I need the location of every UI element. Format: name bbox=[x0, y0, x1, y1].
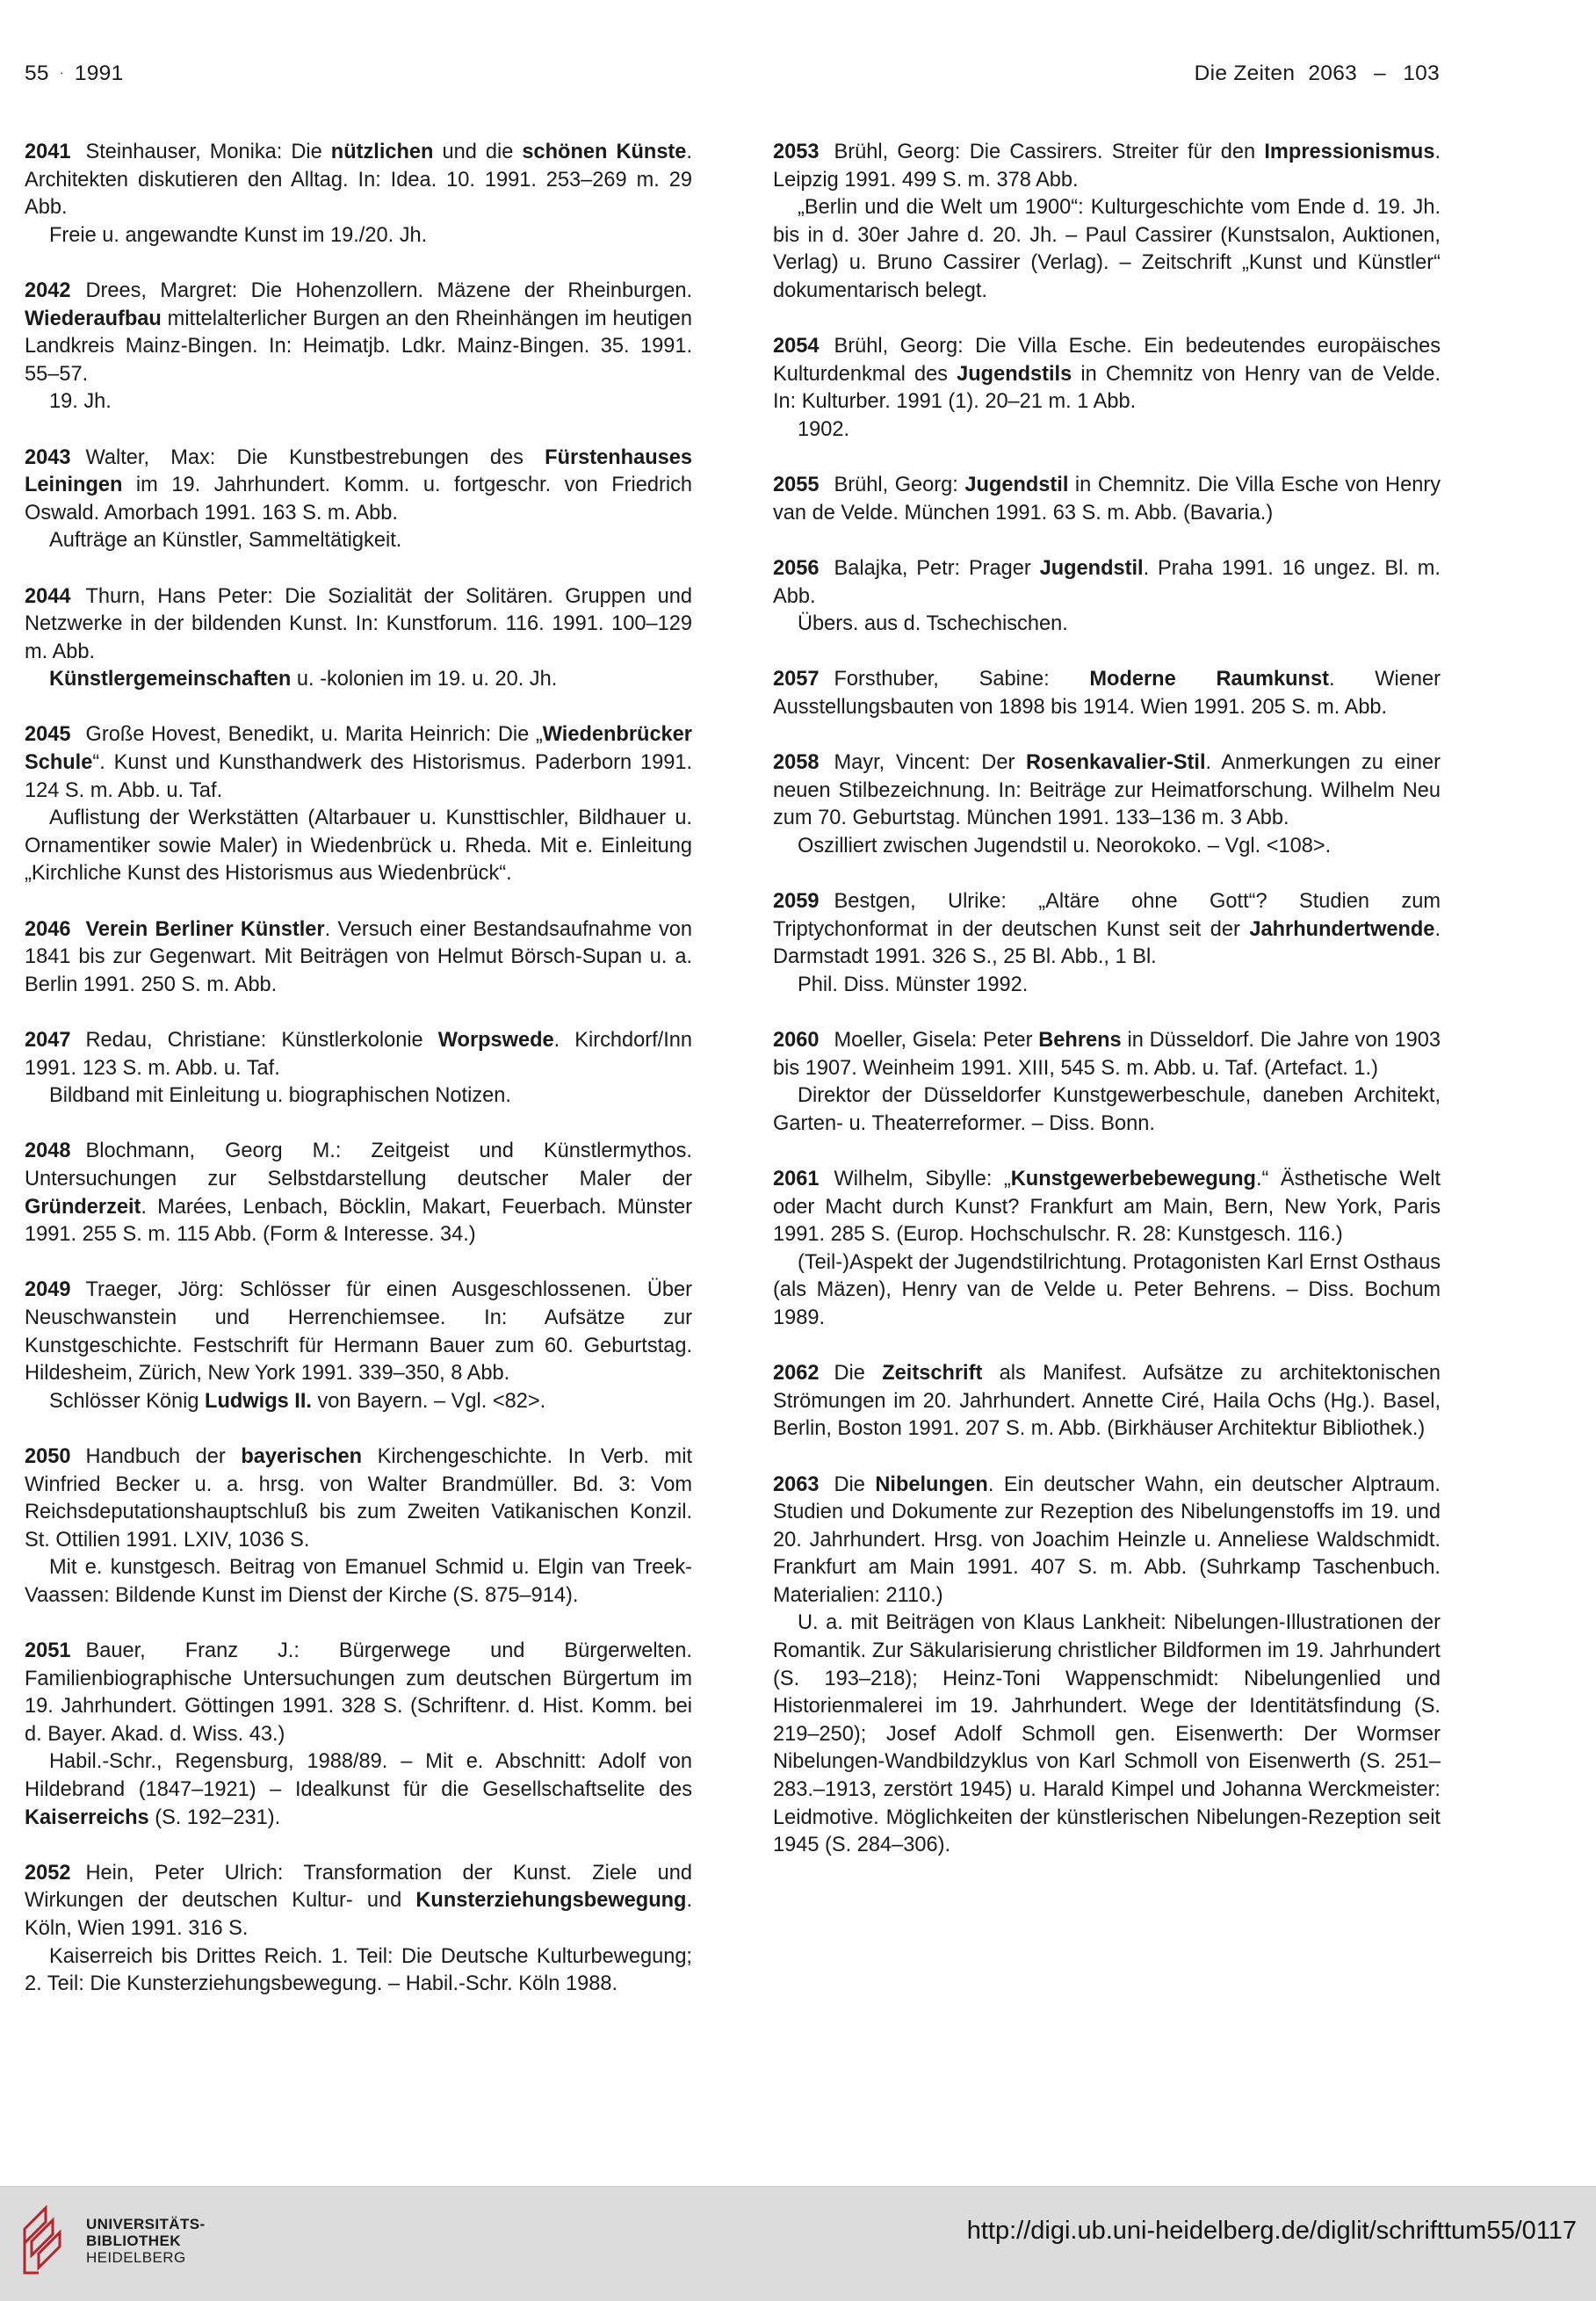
bibliography-entry bbox=[25, 583, 692, 694]
citation-text: Die bbox=[834, 1362, 883, 1386]
annotation-text: (Teil-)Aspekt der Jugendstilrichtung. Protagonisten Karl Ernst Osthaus (als Mäzen), Henry van de Velde u. Peter Behrens. – Diss. Bochum 1989. bbox=[773, 1250, 1441, 1329]
entry-annotation bbox=[25, 527, 692, 555]
citation-text: .“ Ästhetische Welt oder Macht durch Kunst? Frankfurt am Main, Bern, New York, Paris 1991. 285 S. (Europ. Hochschulschr. R. 28: Kunstgesch. 116.) bbox=[773, 1167, 1441, 1247]
annotation-text: (S. 192–231). bbox=[148, 1805, 281, 1829]
entry-citation bbox=[773, 888, 1441, 972]
entry-citation bbox=[25, 1027, 692, 1082]
keyword-bold: Verein Berliner Künstler bbox=[85, 917, 325, 941]
citation-text: mittelalterlicher Burgen an den Rheinhängen im heutigen Landkreis Mainz-Bingen. In: Heimatjb. Ldkr. Mainz-Bingen. 35. 1991. 55–57. bbox=[25, 307, 692, 386]
bibliography-entry bbox=[773, 749, 1441, 860]
bibliography-entry bbox=[25, 1138, 692, 1248]
library-logo-icon bbox=[19, 2203, 76, 2278]
keyword-bold: Gründerzeit bbox=[25, 1195, 141, 1219]
keyword-bold: Behrens bbox=[1038, 1029, 1122, 1052]
library-name bbox=[86, 2216, 206, 2266]
keyword-bold: Kunsterziehungsbewegung bbox=[415, 1889, 687, 1913]
entry-annotation bbox=[773, 194, 1441, 305]
entry-annotation bbox=[773, 1249, 1441, 1333]
entry-citation bbox=[25, 1277, 692, 1387]
entry-annotation bbox=[25, 1748, 692, 1832]
bibliography-entry bbox=[773, 888, 1441, 999]
citation-text: Moeller, Gisela: Peter bbox=[834, 1029, 1039, 1052]
entry-annotation bbox=[25, 222, 692, 250]
citation-text: . Marées, Lenbach, Böcklin, Makart, Feuerbach. Münster 1991. 255 S. m. 115 Abb. (Form & Interesse. 34.) bbox=[25, 1195, 692, 1247]
bibliography-entry bbox=[25, 445, 692, 555]
keyword-bold: Fürstenhauses Leiningen bbox=[25, 445, 692, 497]
entry-citation bbox=[773, 666, 1441, 721]
citation-text: Redau, Christiane: Künstlerkolonie bbox=[85, 1029, 438, 1052]
footer-bar bbox=[0, 2186, 1596, 2301]
entry-number: 2062 bbox=[773, 1362, 820, 1386]
bibliography-entry bbox=[25, 721, 692, 888]
entry-citation bbox=[773, 139, 1441, 194]
bibliography-entry bbox=[25, 1860, 692, 1999]
entry-number: 2052 bbox=[25, 1861, 71, 1885]
right-column bbox=[773, 139, 1441, 1887]
entry-citation bbox=[25, 1860, 692, 1943]
bibliography-entry bbox=[25, 1277, 692, 1415]
entry-number: 2045 bbox=[25, 723, 71, 747]
citation-text: Traeger, Jörg: Schlösser für einen Ausgeschlossenen. Über Neuschwanstein und Herrenchiemsee. In: Aufsätze zur Kunstgeschichte. Festschrift für Hermann Bauer zum 60. Geburtstag. Hildesheim, Zürich, New York 1991. 339–350, 8 Abb. bbox=[25, 1278, 692, 1386]
citation-text: . Wiener Ausstellungsbauten von 1898 bis 1914. Wien 1991. 205 S. m. Abb. bbox=[773, 668, 1441, 719]
citation-text: Thurn, Hans Peter: Die Sozialität der Solitären. Gruppen und Netzwerke in der bildenden Kunst. In: Kunstforum. 116. 1991. 100–129 m. Abb. bbox=[25, 584, 692, 663]
entry-citation bbox=[773, 333, 1441, 416]
annotation-text: Aufträge an Künstler, Sammeltätigkeit. bbox=[49, 529, 402, 553]
library-name-line1: UNIVERSITÄTS- bbox=[86, 2215, 206, 2232]
entry-range: 2063 bbox=[1308, 62, 1358, 85]
annotation-text: Bildband mit Einleitung u. biographischen Notizen. bbox=[49, 1084, 511, 1108]
bibliography-entry bbox=[773, 1472, 1441, 1860]
keyword-bold: Moderne Raumkunst bbox=[1089, 668, 1329, 691]
entry-citation bbox=[25, 445, 692, 528]
entry-annotation bbox=[773, 611, 1441, 639]
entry-citation bbox=[773, 1166, 1441, 1249]
entry-number: 2063 bbox=[773, 1472, 820, 1496]
citation-text: Steinhauser, Monika: Die bbox=[85, 141, 331, 163]
keyword-bold: Nibelungen bbox=[875, 1472, 988, 1496]
entry-annotation bbox=[773, 833, 1441, 861]
entry-annotation bbox=[25, 1388, 692, 1416]
bibliography-entry bbox=[25, 1027, 692, 1111]
citation-text: . Kirchdorf/Inn 1991. 123 S. m. Abb. u. Taf. bbox=[25, 1029, 692, 1080]
keyword-bold: Jugendstils bbox=[957, 362, 1072, 386]
entry-annotation bbox=[773, 416, 1441, 445]
keyword-bold: nützlichen bbox=[330, 141, 434, 163]
keyword-bold: Kunstgewerbebewegung bbox=[1010, 1167, 1256, 1190]
entry-number: 2042 bbox=[25, 279, 71, 302]
citation-text: in Chemnitz. Die Villa Esche von Henry van de Velde. München 1991. 63 S. m. Abb. (Bavaria.) bbox=[773, 474, 1441, 525]
citation-text: . Versuch einer Bestandsaufnahme von 1841 bis zur Gegenwart. Mit Beiträgen von Helmut Börsch-Supan u. a. Berlin 1991. 250 S. m. Abb. bbox=[25, 917, 692, 996]
citation-text: . Architekten diskutieren den Alltag. In: Idea. 10. 1991. 253–269 m. 29 Abb. bbox=[25, 141, 692, 220]
citation-text: Walter, Max: Die Kunstbestrebungen des bbox=[85, 445, 545, 469]
bibliography-entry bbox=[25, 1444, 692, 1610]
entry-citation bbox=[25, 1138, 692, 1248]
citation-text: Handbuch der bbox=[85, 1444, 242, 1468]
annotation-text: von Bayern. – Vgl. <82>. bbox=[311, 1389, 546, 1413]
annotation-text: 19. Jh. bbox=[49, 390, 112, 414]
entry-number: 2057 bbox=[773, 668, 820, 691]
citation-text: . Leipzig 1991. 499 S. m. 378 Abb. bbox=[773, 141, 1441, 192]
entry-number: 2050 bbox=[25, 1444, 71, 1468]
entry-number: 2053 bbox=[773, 141, 820, 163]
library-logo[interactable] bbox=[19, 2203, 206, 2278]
entry-citation bbox=[25, 278, 692, 388]
keyword-bold: Zeitschrift bbox=[882, 1362, 983, 1386]
annotation-text: Mit e. kunstgesch. Beitrag von Emanuel Schmid u. Elgin van Treek-Vaassen: Bildende Kunst im Dienst der Kirche (S. 875–914). bbox=[25, 1556, 692, 1607]
annotation-text: Auflistung der Werkstätten (Altarbauer u. Kunsttischler, Bildhauer u. Ornamentiker sowie Maler) in Wiedenbrück u. Rheda. Mit e. Einleitung „Kirchliche Kunst des Historismus aus Wiedenbrück“. bbox=[25, 807, 692, 886]
entry-annotation bbox=[25, 1943, 692, 1999]
citation-text: in Düsseldorf. Die Jahre von 1903 bis 1907. Weinheim 1991. XIII, 545 S. m. Abb. u. Taf. (Artefact. 1.) bbox=[773, 1029, 1441, 1080]
citation-text: als Manifest. Aufsätze zu architektonischen Strömungen im 20. Jahrhundert. Annette Ciré, Haila Ochs (Hg.). Basel, Berlin, Boston 1991. 207 S. m. Abb. (Birkhäuser Architektur Bibliothek.) bbox=[773, 1362, 1441, 1441]
citation-text: Bestgen, Ulrike: „Altäre ohne Gott“? Studien zum Triptychonformat in der deutschen Kunst seit der bbox=[773, 890, 1441, 941]
running-head-right bbox=[1195, 62, 1440, 86]
entry-number: 2046 bbox=[25, 917, 71, 941]
entry-number: 2055 bbox=[773, 474, 820, 497]
entry-citation bbox=[25, 583, 692, 667]
citation-text: Drees, Margret: Die Hohenzollern. Mäzene der Rheinburgen. bbox=[85, 279, 692, 302]
annotation-text: Übers. aus d. Tschechischen. bbox=[798, 612, 1068, 636]
citation-text: Forsthuber, Sabine: bbox=[834, 668, 1090, 691]
keyword-bold: Rosenkavalier-Stil bbox=[1025, 751, 1206, 775]
keyword-bold: Ludwigs II. bbox=[205, 1389, 312, 1413]
entry-number: 2048 bbox=[25, 1140, 71, 1163]
bibliography-entry bbox=[25, 1638, 692, 1832]
entry-number: 2059 bbox=[773, 890, 820, 914]
entry-annotation bbox=[25, 388, 692, 416]
running-head-left bbox=[25, 62, 124, 86]
entry-citation bbox=[25, 139, 692, 222]
bibliography-entry bbox=[773, 1360, 1441, 1444]
annotation-text: Freie u. angewandte Kunst im 19./20. Jh. bbox=[49, 223, 428, 247]
keyword-bold: bayerischen bbox=[241, 1444, 363, 1468]
keyword-bold: Wiedenbrücker Schule bbox=[25, 723, 692, 775]
keyword-bold: Jahrhundertwende bbox=[1249, 917, 1435, 941]
bibliography-entry bbox=[25, 278, 692, 416]
entry-annotation bbox=[25, 1082, 692, 1111]
bibliography-entry bbox=[25, 139, 692, 250]
entry-number: 2047 bbox=[25, 1029, 71, 1052]
citation-text: . Darmstadt 1991. 326 S., 25 Bl. Abb., 1 Bl. bbox=[773, 917, 1441, 969]
citation-text: Bauer, Franz J.: Bürgerwege und Bürgerwelten. Familienbiographische Untersuchungen zum deutschen Bürgertum im 19. Jahrhundert. Göttingen 1991. 328 S. (Schriftenr. d. Hist. Komm. bei d. Bayer. Akad. d. Wiss. 43.) bbox=[25, 1639, 692, 1746]
source-url-link[interactable]: http://digi.ub.uni-heidelberg.de/diglit/schrifttum55/0117 bbox=[966, 2217, 1577, 2245]
entry-citation bbox=[25, 1444, 692, 1554]
annotation-text: U. a. mit Beiträgen von Klaus Lankheit: Nibelungen-Illustrationen der Romantik. Zur Säkularisierung christlicher Bildformen im 19. Jahrhundert (S. 193–218); Heinz-Toni Wappenschmidt: Nibelungenlied und Historienmalerei im 19. Jahrhundert. Wege der Identitätsfindung (S. 219–250); Josef Adolf Schmoll gen. Eisenwerth: Der Wormser Nibelungen-Wandbildzyklus von Karl Schmoll von Eisenwerth (S. 251–283.–1913, zerstört 1945) u. Harald Kimpel und Johanna Werckmeister: Leidmotive. Möglichkeiten der künstlerischen Nibelungen-Rezeption seit 1945 (S. 284–306). bbox=[773, 1611, 1441, 1857]
page-number: 103 bbox=[1403, 62, 1440, 85]
entry-citation bbox=[25, 1638, 692, 1748]
library-name-line2: BIBLIOTHEK bbox=[86, 2232, 181, 2249]
citation-text: “. Kunst und Kunsthandwerk des Historismus. Paderborn 1991. 124 S. m. Abb. u. Taf. bbox=[25, 751, 692, 802]
citation-text: . Köln, Wien 1991. 316 S. bbox=[25, 1889, 692, 1940]
citation-text: Balajka, Petr: Prager bbox=[834, 556, 1040, 580]
entry-annotation bbox=[25, 805, 692, 888]
annotation-text: 1902. bbox=[798, 417, 850, 441]
separator-dot: · bbox=[59, 65, 64, 79]
keyword-bold: schönen Künste bbox=[522, 141, 687, 163]
citation-text: Wilhelm, Sibylle: „ bbox=[834, 1167, 1011, 1190]
left-column bbox=[25, 139, 692, 2026]
bibliography-entry bbox=[773, 1166, 1441, 1333]
citation-text: . Ein deutscher Wahn, ein deutscher Alptraum. Studien und Dokumente zur Rezeption des Nibelungenstoffs im 19. und 20. Jahrhundert. Hrsg. von Joachim Heinzle u. Anneliese Waldschmidt. Frankfurt am Main 1991. 407 S. m. Abb. (Suhrkamp Taschenbuch. Materialien: 2110.) bbox=[773, 1472, 1441, 1607]
entry-annotation bbox=[25, 666, 692, 694]
bibliography-entry bbox=[773, 1027, 1441, 1138]
annotation-text: Habil.-Schr., Regensburg, 1988/89. – Mit e. Abschnitt: Adolf von Hildebrand (1847–1921) – Idealkunst für die Gesellschaftselite des bbox=[25, 1750, 692, 1802]
range-dash: – bbox=[1374, 62, 1387, 85]
entry-annotation bbox=[773, 1082, 1441, 1138]
keyword-bold: Jugendstil bbox=[1039, 556, 1144, 580]
entry-number: 2051 bbox=[25, 1639, 71, 1663]
citation-text: in Chemnitz von Henry van de Velde. In: Kulturber. 1991 (1). 20–21 m. 1 Abb. bbox=[773, 362, 1441, 414]
entry-citation bbox=[773, 1027, 1441, 1082]
entry-number: 2060 bbox=[773, 1029, 820, 1052]
annotation-text: Oszilliert zwischen Jugendstil u. Neorokoko. – Vgl. <108>. bbox=[798, 834, 1332, 857]
entry-annotation bbox=[25, 1554, 692, 1610]
running-head bbox=[25, 62, 1440, 86]
entry-citation bbox=[25, 721, 692, 805]
citation-text: im 19. Jahrhundert. Komm. u. fortgeschr. von Friedrich Oswald. Amorbach 1991. 163 S. m. Abb. bbox=[25, 474, 692, 525]
entry-number: 2043 bbox=[25, 445, 71, 469]
entry-citation bbox=[773, 1360, 1441, 1444]
entry-citation bbox=[773, 1472, 1441, 1610]
citation-text: Große Hovest, Benedikt, u. Marita Heinrich: Die „ bbox=[85, 723, 543, 747]
entry-number: 2044 bbox=[25, 584, 71, 608]
annotation-text: „Berlin und die Welt um 1900“: Kulturgeschichte vom Ende d. 19. Jh. bis in d. 30er Jahre d. 20. Jh. – Paul Cassirer (Kunstsalon, Auktionen, Verlag) u. Bruno Cassirer (Verlag). – Zeitschrift „Kunst und Künstler“ dokumentarisch belegt. bbox=[773, 196, 1441, 302]
keyword-bold: Jugendstil bbox=[964, 474, 1069, 497]
keyword-bold: Künstlergemeinschaften bbox=[49, 668, 292, 691]
bibliography-entry bbox=[773, 555, 1441, 639]
bibliography-entry bbox=[773, 333, 1441, 444]
entry-annotation bbox=[773, 1610, 1441, 1859]
citation-text: und die bbox=[433, 141, 523, 163]
citation-text: Blochmann, Georg M.: Zeitgeist und Künstlermythos. Untersuchungen zur Selbstdarstellung deutscher Maler der bbox=[25, 1140, 692, 1190]
citation-text: Kirchengeschichte. In Verb. mit Winfried Becker u. a. hrsg. von Walter Brandmüller. Bd. 3: Vom Reichsdeputationshauptschluß bis zum Zweiten Vatikanischen Konzil. St. Ottilien 1991. LXIV, 1036 S. bbox=[25, 1444, 693, 1552]
citation-text: Brühl, Georg: Die Villa Esche. Ein bedeutendes europäisches Kulturdenkmal des bbox=[773, 335, 1441, 386]
section-title: Die Zeiten bbox=[1194, 62, 1296, 85]
citation-text: Brühl, Georg: Die Cassirers. Streiter für den bbox=[834, 141, 1265, 163]
entry-number: 2056 bbox=[773, 556, 820, 580]
entry-citation bbox=[773, 472, 1441, 527]
keyword-bold: Wiederaufbau bbox=[25, 307, 162, 330]
citation-text: . Praha 1991. 16 ungez. Bl. m. Abb. bbox=[773, 556, 1441, 608]
page-year: 1991 bbox=[74, 62, 124, 85]
bibliography-entry bbox=[773, 666, 1441, 721]
entry-citation bbox=[25, 916, 692, 1000]
library-name-line3: HEIDELBERG bbox=[86, 2248, 186, 2266]
bibliography-entry bbox=[25, 916, 692, 1000]
citation-text: Brühl, Georg: bbox=[834, 474, 965, 497]
citation-text: Mayr, Vincent: Der bbox=[834, 751, 1026, 775]
entry-citation bbox=[773, 555, 1441, 611]
bibliography-entry bbox=[773, 139, 1441, 306]
citation-text: . Anmerkungen zu einer neuen Stilbezeichnung. In: Beiträge zur Heimatforschung. Wilhelm Neu zum 70. Geburtstag. München 1991. 133–136 m. 3 Abb. bbox=[773, 751, 1441, 830]
annotation-text: Schlösser König bbox=[49, 1389, 206, 1413]
annotation-text: Direktor der Düsseldorfer Kunstgewerbeschule, daneben Architekt, Garten- u. Theaterreformer. – Diss. Bonn. bbox=[773, 1084, 1441, 1135]
entry-annotation bbox=[773, 972, 1441, 1000]
entry-number: 2054 bbox=[773, 335, 820, 358]
citation-text: Hein, Peter Ulrich: Transformation der Kunst. Ziele und Wirkungen der deutschen Kultur- und bbox=[25, 1861, 692, 1913]
keyword-bold: Impressionismus bbox=[1264, 141, 1435, 163]
annotation-text: Phil. Diss. Münster 1992. bbox=[798, 973, 1029, 996]
page-volume: 55 bbox=[25, 62, 49, 85]
annotation-text: Kaiserreich bis Drittes Reich. 1. Teil: Die Deutsche Kulturbewegung; 2. Teil: Die Kunsterziehungsbewegung. – Habil.-Schr. Köln 1988. bbox=[25, 1944, 692, 1996]
annotation-text: u. -kolonien im 19. u. 20. Jh. bbox=[291, 668, 558, 691]
entry-number: 2049 bbox=[25, 1278, 71, 1302]
bibliography-entry bbox=[773, 472, 1441, 527]
entry-number: 2041 bbox=[25, 141, 71, 163]
entry-citation bbox=[773, 749, 1441, 833]
keyword-bold: Kaiserreichs bbox=[25, 1805, 149, 1829]
entry-number: 2058 bbox=[773, 751, 820, 775]
keyword-bold: Worpswede bbox=[437, 1029, 554, 1052]
citation-text: Die bbox=[834, 1472, 876, 1496]
entry-number: 2061 bbox=[773, 1167, 820, 1190]
